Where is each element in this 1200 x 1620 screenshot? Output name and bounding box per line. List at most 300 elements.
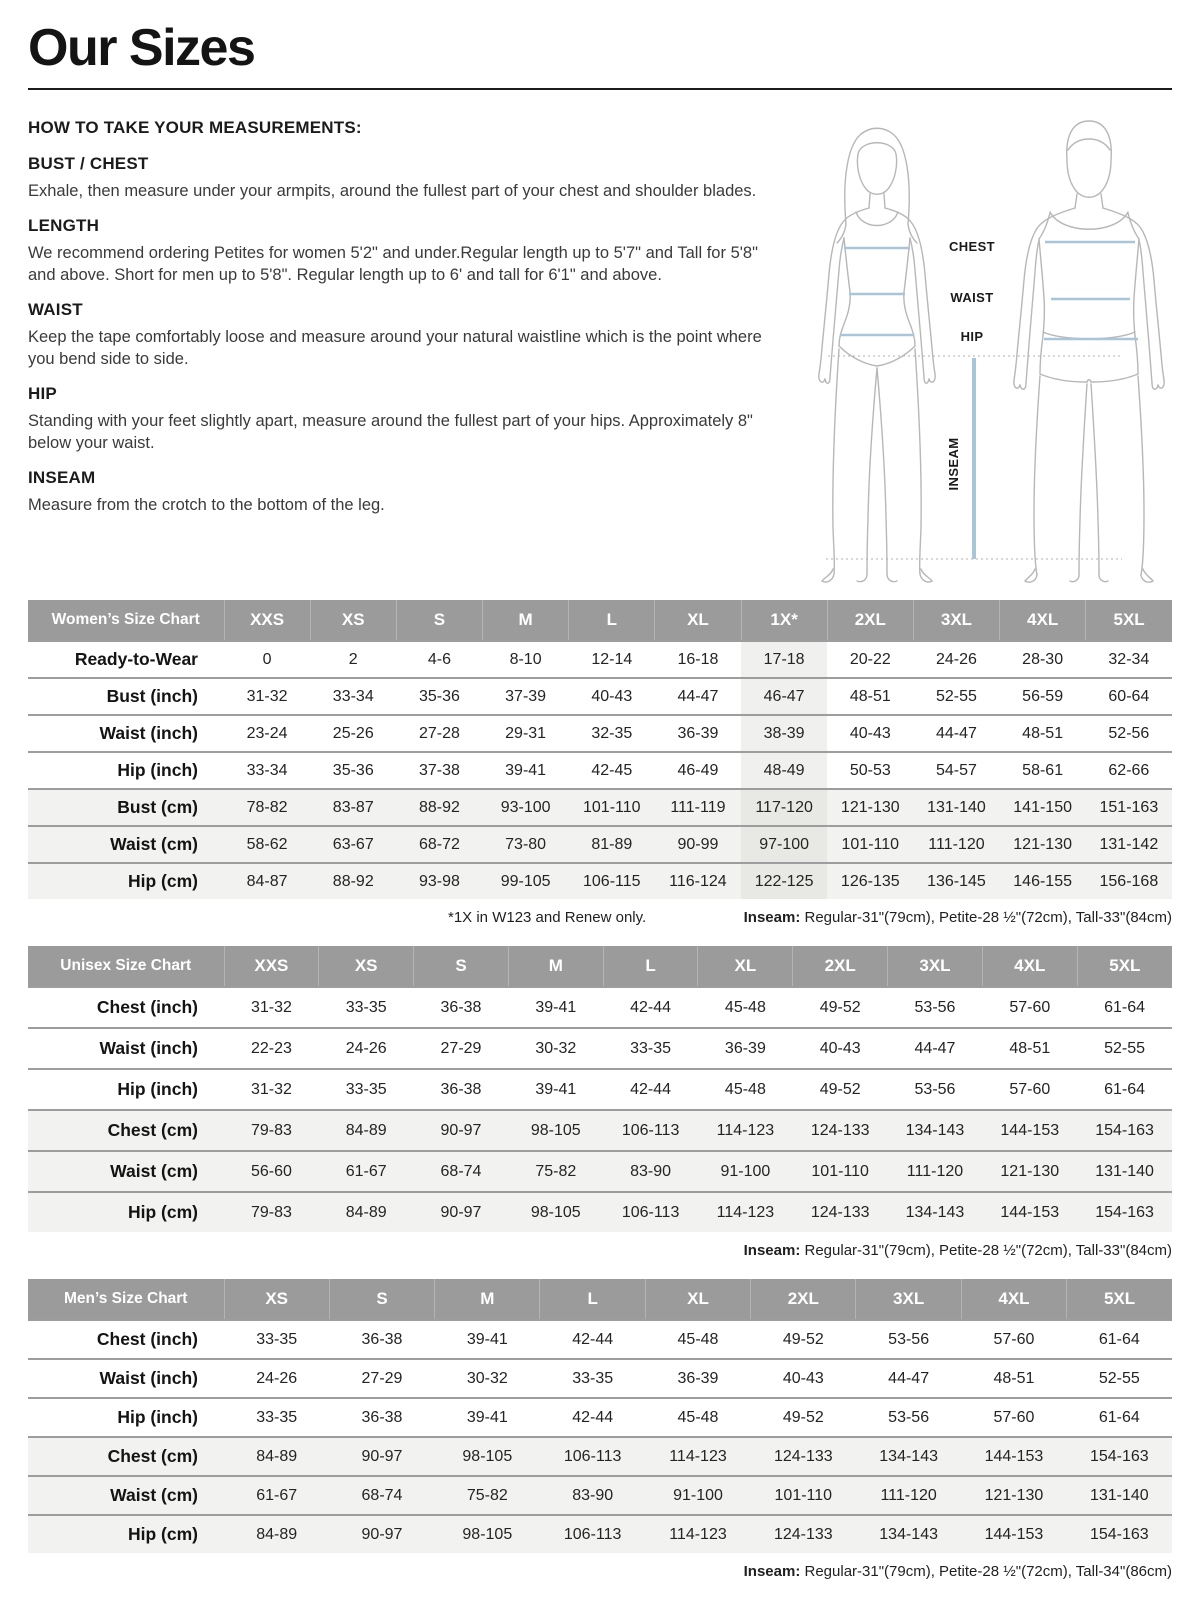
size-value-cell: 32-34 (1108, 650, 1150, 668)
row-label: Waist (inch) (99, 1038, 198, 1058)
size-column-header: XL (655, 600, 741, 641)
size-value-cell: 27-28 (418, 724, 460, 742)
unisex-chart-title: Unisex Size Chart (28, 946, 224, 987)
size-value-cell: 131-140 (1067, 1476, 1172, 1515)
size-value-cell: 136-145 (913, 863, 999, 899)
size-value-cell: 126-135 (827, 863, 913, 899)
instruction-title: INSEAM (28, 468, 96, 487)
size-value-cell: 8-10 (509, 650, 542, 668)
size-value-cell: 40-43 (782, 1369, 824, 1387)
size-value-cell: 116-124 (655, 863, 741, 899)
size-value-cell: 16-18 (677, 650, 719, 668)
measurement-row (28, 641, 1172, 678)
instruction-hip (28, 384, 770, 454)
measurement-diagram (782, 108, 1172, 588)
size-column-header: 5XL (1067, 1279, 1172, 1320)
instruction-bust-chest (28, 154, 770, 202)
size-column-header: 3XL (856, 1279, 961, 1320)
size-value-cell: 106-113 (540, 1515, 645, 1553)
size-value-cell: 90-97 (329, 1437, 434, 1476)
size-value-cell: 144-153 (961, 1437, 1066, 1476)
size-value-cell: 49-52 (782, 1330, 824, 1348)
table-header-row (28, 946, 1172, 987)
size-value-cell: 68-74 (414, 1151, 509, 1192)
size-value-cell: 83-90 (540, 1476, 645, 1515)
size-column-header: 5XL (1086, 600, 1172, 641)
size-value-cell: 154-163 (1067, 1515, 1172, 1553)
instruction-body: Keep the tape comfortably loose and measure around your natural waistline which is the point where you bend side to side. (28, 328, 762, 368)
instructions-heading: HOW TO TAKE YOUR MEASUREMENTS: (28, 118, 362, 137)
size-column-header: XXS (224, 600, 310, 641)
size-column-header: S (329, 1279, 434, 1320)
row-label: Bust (inch) (106, 686, 198, 706)
size-value-cell: 84-89 (224, 1437, 329, 1476)
row-label: Hip (inch) (117, 1079, 198, 1099)
size-value-cell: 83-90 (603, 1151, 698, 1192)
size-value-cell: 61-64 (1098, 1330, 1140, 1348)
inseam-note-label: Inseam: (743, 1563, 801, 1580)
size-value-cell: 45-48 (724, 1080, 766, 1098)
size-value-cell: 49-52 (782, 1408, 824, 1426)
size-value-cell: 88-92 (396, 789, 482, 826)
size-value-cell: 106-113 (603, 1110, 698, 1151)
size-value-cell: 33-35 (572, 1369, 614, 1387)
size-value-cell: 36-38 (440, 1080, 482, 1098)
measurement-row (28, 1515, 1172, 1553)
size-value-cell: 40-43 (591, 687, 633, 705)
measurement-row (28, 826, 1172, 863)
measurement-row (28, 1028, 1172, 1069)
measurement-row (28, 715, 1172, 752)
size-value-cell: 111-120 (913, 826, 999, 863)
size-value-cell: 45-48 (724, 998, 766, 1016)
size-value-cell: 48-51 (1022, 724, 1064, 742)
size-value-cell: 36-38 (361, 1330, 403, 1348)
size-value-cell: 24-26 (256, 1369, 298, 1387)
size-value-cell: 44-47 (936, 724, 977, 742)
inseam-note-text: Regular-31"(79cm), Petite-28 ½"(72cm), Tall-33"(84cm) (800, 909, 1172, 926)
measurement-row (28, 1359, 1172, 1398)
size-value-cell: 36-39 (677, 1369, 719, 1387)
hip-label: HIP (960, 329, 984, 344)
size-value-cell: 33-34 (246, 761, 288, 779)
size-value-cell: 31-32 (250, 1080, 292, 1098)
size-value-cell: 49-52 (819, 1080, 861, 1098)
measurement-row (28, 987, 1172, 1028)
size-column-header: 5XL (1077, 946, 1172, 987)
unisex-table-notes (28, 1242, 1172, 1259)
size-column-header: L (603, 946, 698, 987)
measurement-row (28, 1110, 1172, 1151)
measurement-row (28, 1398, 1172, 1437)
size-value-cell: 42-44 (572, 1330, 614, 1348)
size-value-cell: 20-22 (849, 650, 891, 668)
size-value-cell: 61-67 (224, 1476, 329, 1515)
size-value-cell: 52-55 (1098, 1369, 1140, 1387)
womens-footnote: *1X in W123 and Renew only. (448, 909, 647, 926)
instruction-inseam (28, 468, 770, 516)
size-value-cell: 28-30 (1022, 650, 1064, 668)
size-value-cell: 53-56 (888, 1330, 930, 1348)
size-value-cell: 48-51 (993, 1369, 1035, 1387)
size-value-cell: 131-140 (1077, 1151, 1172, 1192)
size-value-cell: 56-60 (224, 1151, 319, 1192)
size-value-cell: 57-60 (1009, 1080, 1051, 1098)
size-value-cell: 93-98 (396, 863, 482, 899)
instruction-title: HIP (28, 384, 57, 403)
size-value-cell: 61-67 (319, 1151, 414, 1192)
size-value-cell: 114-123 (645, 1437, 750, 1476)
mens-inseam-note (744, 1563, 1172, 1580)
measurement-instructions (28, 118, 770, 516)
size-value-cell: 24-26 (345, 1039, 387, 1057)
size-value-cell: 134-143 (856, 1515, 961, 1553)
size-value-cell: 98-105 (435, 1515, 540, 1553)
size-value-cell: 44-47 (914, 1039, 956, 1057)
size-value-cell: 121-130 (961, 1476, 1066, 1515)
size-column-header: M (508, 946, 603, 987)
size-value-cell: 101-110 (569, 789, 655, 826)
size-value-cell: 50-53 (849, 761, 891, 779)
size-value-cell: 90-97 (329, 1515, 434, 1553)
size-value-cell: 111-120 (888, 1151, 983, 1192)
size-value-cell: 53-56 (914, 1080, 956, 1098)
size-value-cell: 30-32 (535, 1039, 577, 1057)
size-value-cell: 33-35 (256, 1330, 298, 1348)
size-value-cell: 39-41 (466, 1330, 508, 1348)
size-value-cell: 84-89 (224, 1515, 329, 1553)
size-value-cell: 124-133 (751, 1437, 856, 1476)
size-value-cell: 37-39 (505, 687, 547, 705)
size-value-cell: 52-55 (936, 687, 977, 705)
row-label: Chest (cm) (28, 1437, 224, 1476)
size-value-cell: 101-110 (827, 826, 913, 863)
measurement-row (28, 752, 1172, 789)
size-value-cell: 33-35 (630, 1039, 672, 1057)
size-value-cell: 81-89 (569, 826, 655, 863)
size-value-cell: 84-89 (319, 1110, 414, 1151)
body-measurement-illustration (782, 108, 1172, 588)
inseam-note-label: Inseam: (743, 909, 801, 926)
size-value-cell: 39-41 (505, 761, 547, 779)
size-value-cell: 97-100 (741, 826, 827, 863)
size-value-cell: 27-29 (361, 1369, 403, 1387)
size-value-cell: 99-105 (483, 863, 569, 899)
size-value-cell: 38-39 (741, 715, 827, 752)
size-value-cell: 31-32 (246, 687, 288, 705)
size-column-header: XS (310, 600, 396, 641)
instruction-length (28, 216, 770, 286)
womens-size-chart-table (28, 600, 1172, 899)
size-value-cell: 156-168 (1086, 863, 1172, 899)
size-value-cell: 75-82 (508, 1151, 603, 1192)
size-value-cell: 35-36 (418, 687, 460, 705)
size-value-cell: 42-45 (591, 761, 633, 779)
size-value-cell: 33-35 (256, 1408, 298, 1426)
mens-size-chart-table (28, 1279, 1172, 1553)
size-value-cell: 48-51 (1009, 1039, 1051, 1057)
unisex-inseam-note (744, 1242, 1172, 1259)
size-value-cell: 91-100 (698, 1151, 793, 1192)
size-value-cell: 29-31 (505, 724, 547, 742)
row-label: Waist (inch) (99, 723, 198, 743)
size-value-cell: 44-47 (677, 687, 719, 705)
size-value-cell: 25-26 (332, 724, 374, 742)
size-value-cell: 40-43 (849, 724, 891, 742)
womens-inseam-note (744, 909, 1172, 926)
size-column-header: 4XL (982, 946, 1077, 987)
waist-label: WAIST (950, 290, 994, 305)
size-value-cell: 58-62 (224, 826, 310, 863)
size-value-cell: 154-163 (1077, 1110, 1172, 1151)
size-value-cell: 131-140 (913, 789, 999, 826)
size-column-header: 4XL (1000, 600, 1086, 641)
size-value-cell: 42-44 (572, 1408, 614, 1426)
size-column-header: XL (645, 1279, 750, 1320)
size-value-cell: 52-56 (1108, 724, 1150, 742)
size-column-header: 2XL (793, 946, 888, 987)
size-value-cell: 53-56 (914, 998, 956, 1016)
row-label: Hip (inch) (117, 760, 198, 780)
size-value-cell: 27-29 (440, 1039, 482, 1057)
instruction-title: BUST / CHEST (28, 154, 149, 173)
size-value-cell: 36-39 (724, 1039, 766, 1057)
size-value-cell: 45-48 (677, 1408, 719, 1426)
instruction-waist (28, 300, 770, 370)
size-value-cell: 61-64 (1104, 998, 1146, 1016)
size-value-cell: 36-38 (440, 998, 482, 1016)
measurement-row (28, 678, 1172, 715)
size-value-cell: 114-123 (645, 1515, 750, 1553)
size-value-cell: 83-87 (310, 789, 396, 826)
measurement-row (28, 1320, 1172, 1359)
size-value-cell: 141-150 (1000, 789, 1086, 826)
row-label: Waist (cm) (28, 826, 224, 863)
size-value-cell: 46-47 (741, 678, 827, 715)
size-column-header: M (483, 600, 569, 641)
inseam-label: INSEAM (946, 437, 961, 491)
size-value-cell: 22-23 (250, 1039, 292, 1057)
size-value-cell: 30-32 (466, 1369, 508, 1387)
size-value-cell: 61-64 (1098, 1408, 1140, 1426)
size-value-cell: 48-49 (741, 752, 827, 789)
title-divider (28, 88, 1172, 90)
size-column-header: 1X* (741, 600, 827, 641)
size-value-cell: 58-61 (1022, 761, 1064, 779)
size-value-cell: 57-60 (993, 1330, 1035, 1348)
row-label: Waist (inch) (99, 1368, 198, 1388)
size-value-cell: 53-56 (888, 1408, 930, 1426)
size-value-cell: 144-153 (961, 1515, 1066, 1553)
size-value-cell: 45-48 (677, 1330, 719, 1348)
measurement-row (28, 1151, 1172, 1192)
size-value-cell: 144-153 (982, 1110, 1077, 1151)
instruction-body: Standing with your feet slightly apart, measure around the fullest part of your hips. Approximately 8" below your waist. (28, 412, 753, 452)
measurement-row (28, 1476, 1172, 1515)
mens-chart-title: Men’s Size Chart (28, 1279, 224, 1320)
size-value-cell: 4-6 (427, 650, 451, 668)
size-column-header: S (414, 946, 509, 987)
size-value-cell: 106-115 (569, 863, 655, 899)
size-value-cell: 23-24 (246, 724, 288, 742)
measurement-row (28, 863, 1172, 899)
intro-section (28, 118, 1172, 600)
size-column-header: L (569, 600, 655, 641)
size-value-cell: 111-119 (655, 789, 741, 826)
size-value-cell: 121-130 (827, 789, 913, 826)
size-value-cell: 98-105 (508, 1192, 603, 1232)
row-label: Waist (cm) (28, 1151, 224, 1192)
size-value-cell: 121-130 (1000, 826, 1086, 863)
row-label: Waist (cm) (28, 1476, 224, 1515)
size-value-cell: 57-60 (993, 1408, 1035, 1426)
instruction-title: WAIST (28, 300, 83, 319)
size-value-cell: 32-35 (591, 724, 633, 742)
row-label: Bust (cm) (28, 789, 224, 826)
size-guide-page (0, 20, 1200, 1580)
size-value-cell: 33-35 (345, 1080, 387, 1098)
size-value-cell: 48-51 (849, 687, 891, 705)
table-header-row (28, 1279, 1172, 1320)
size-value-cell: 68-74 (329, 1476, 434, 1515)
size-value-cell: 90-97 (414, 1110, 509, 1151)
size-value-cell: 106-113 (603, 1192, 698, 1232)
size-column-header: 3XL (913, 600, 999, 641)
unisex-size-chart-table (28, 946, 1172, 1232)
size-value-cell: 42-44 (630, 1080, 672, 1098)
row-label: Hip (cm) (28, 1515, 224, 1553)
womens-table-notes (28, 909, 1172, 926)
row-label: Hip (cm) (28, 863, 224, 899)
size-value-cell: 33-34 (332, 687, 374, 705)
size-column-header: XL (698, 946, 793, 987)
size-value-cell: 151-163 (1086, 789, 1172, 826)
size-value-cell: 79-83 (224, 1110, 319, 1151)
size-value-cell: 52-55 (1104, 1039, 1146, 1057)
size-value-cell: 101-110 (751, 1476, 856, 1515)
instruction-body: Measure from the crotch to the bottom of the leg. (28, 496, 385, 514)
inseam-note-text: Regular-31"(79cm), Petite-28 ½"(72cm), Tall-33"(84cm) (800, 1242, 1172, 1259)
measurement-row (28, 1069, 1172, 1110)
size-value-cell: 84-89 (319, 1192, 414, 1232)
instruction-title: LENGTH (28, 216, 100, 235)
row-label: Hip (inch) (117, 1407, 198, 1427)
size-column-header: M (435, 1279, 540, 1320)
size-value-cell: 91-100 (645, 1476, 750, 1515)
size-value-cell: 46-49 (677, 761, 719, 779)
womens-chart-title: Women’s Size Chart (28, 600, 224, 641)
size-value-cell: 88-92 (310, 863, 396, 899)
size-value-cell: 79-83 (224, 1192, 319, 1232)
size-value-cell: 35-36 (332, 761, 374, 779)
size-value-cell: 106-113 (540, 1437, 645, 1476)
size-value-cell: 90-97 (414, 1192, 509, 1232)
size-value-cell: 75-82 (435, 1476, 540, 1515)
size-value-cell: 37-38 (418, 761, 460, 779)
man-figure-outline (1014, 121, 1164, 582)
size-value-cell: 42-44 (630, 998, 672, 1016)
size-column-header: XS (224, 1279, 329, 1320)
size-value-cell: 57-60 (1009, 998, 1051, 1016)
size-column-header: 4XL (961, 1279, 1066, 1320)
size-value-cell: 124-133 (793, 1110, 888, 1151)
size-value-cell: 111-120 (856, 1476, 961, 1515)
size-value-cell: 39-41 (535, 998, 577, 1016)
chest-label: CHEST (948, 239, 996, 254)
size-value-cell: 134-143 (888, 1192, 983, 1232)
size-value-cell: 33-35 (345, 998, 387, 1016)
size-value-cell: 101-110 (793, 1151, 888, 1192)
size-value-cell: 114-123 (698, 1110, 793, 1151)
size-value-cell: 17-18 (741, 641, 827, 678)
size-value-cell: 122-125 (741, 863, 827, 899)
row-label: Chest (inch) (96, 997, 198, 1017)
row-label: Chest (inch) (96, 1329, 198, 1349)
size-value-cell: 98-105 (435, 1437, 540, 1476)
size-value-cell: 60-64 (1108, 687, 1150, 705)
size-value-cell: 68-72 (396, 826, 482, 863)
size-value-cell: 36-39 (677, 724, 719, 742)
size-value-cell: 40-43 (819, 1039, 861, 1057)
size-column-header: 2XL (827, 600, 913, 641)
size-value-cell: 154-163 (1077, 1192, 1172, 1232)
measurement-row (28, 1437, 1172, 1476)
size-value-cell: 54-57 (936, 761, 977, 779)
page-title: Our Sizes (28, 19, 255, 77)
size-value-cell: 39-41 (466, 1408, 508, 1426)
inseam-note-text: Regular-31"(79cm), Petite-28 ½"(72cm), Tall-34"(86cm) (800, 1563, 1172, 1580)
size-value-cell: 154-163 (1067, 1437, 1172, 1476)
woman-figure-outline (819, 128, 935, 582)
size-value-cell: 2 (348, 650, 358, 668)
size-value-cell: 78-82 (224, 789, 310, 826)
size-value-cell: 63-67 (310, 826, 396, 863)
size-value-cell: 93-100 (483, 789, 569, 826)
measurement-row (28, 789, 1172, 826)
size-value-cell: 121-130 (982, 1151, 1077, 1192)
size-value-cell: 134-143 (888, 1110, 983, 1151)
size-value-cell: 73-80 (483, 826, 569, 863)
instruction-body: Exhale, then measure under your armpits, around the fullest part of your chest and shoulder blades. (28, 182, 757, 200)
size-value-cell: 90-99 (655, 826, 741, 863)
size-value-cell: 24-26 (936, 650, 977, 668)
size-value-cell: 124-133 (751, 1515, 856, 1553)
row-label: Chest (cm) (28, 1110, 224, 1151)
size-value-cell: 31-32 (250, 998, 292, 1016)
mens-table-notes (28, 1563, 1172, 1580)
size-value-cell: 56-59 (1022, 687, 1064, 705)
row-label: Ready-to-Wear (74, 649, 198, 669)
size-column-header: XXS (224, 946, 319, 987)
inseam-note-label: Inseam: (743, 1242, 801, 1259)
size-column-header: 2XL (751, 1279, 856, 1320)
size-value-cell: 114-123 (698, 1192, 793, 1232)
size-value-cell: 84-87 (224, 863, 310, 899)
instruction-body: We recommend ordering Petites for women 5'2" and under.Regular length up to 5'7" and Tall for 5'8" and above. Short for men up to 5'8". Regular length up to 6' and tall for 6'1" and above. (28, 244, 758, 284)
size-value-cell: 134-143 (856, 1437, 961, 1476)
size-column-header: 3XL (888, 946, 983, 987)
size-value-cell: 36-38 (361, 1408, 403, 1426)
measurement-row (28, 1192, 1172, 1232)
size-value-cell: 49-52 (819, 998, 861, 1016)
size-value-cell: 131-142 (1086, 826, 1172, 863)
size-value-cell: 146-155 (1000, 863, 1086, 899)
table-header-row (28, 600, 1172, 641)
size-value-cell: 61-64 (1104, 1080, 1146, 1098)
size-value-cell: 62-66 (1108, 761, 1150, 779)
size-value-cell: 12-14 (591, 650, 633, 668)
size-column-header: XS (319, 946, 414, 987)
